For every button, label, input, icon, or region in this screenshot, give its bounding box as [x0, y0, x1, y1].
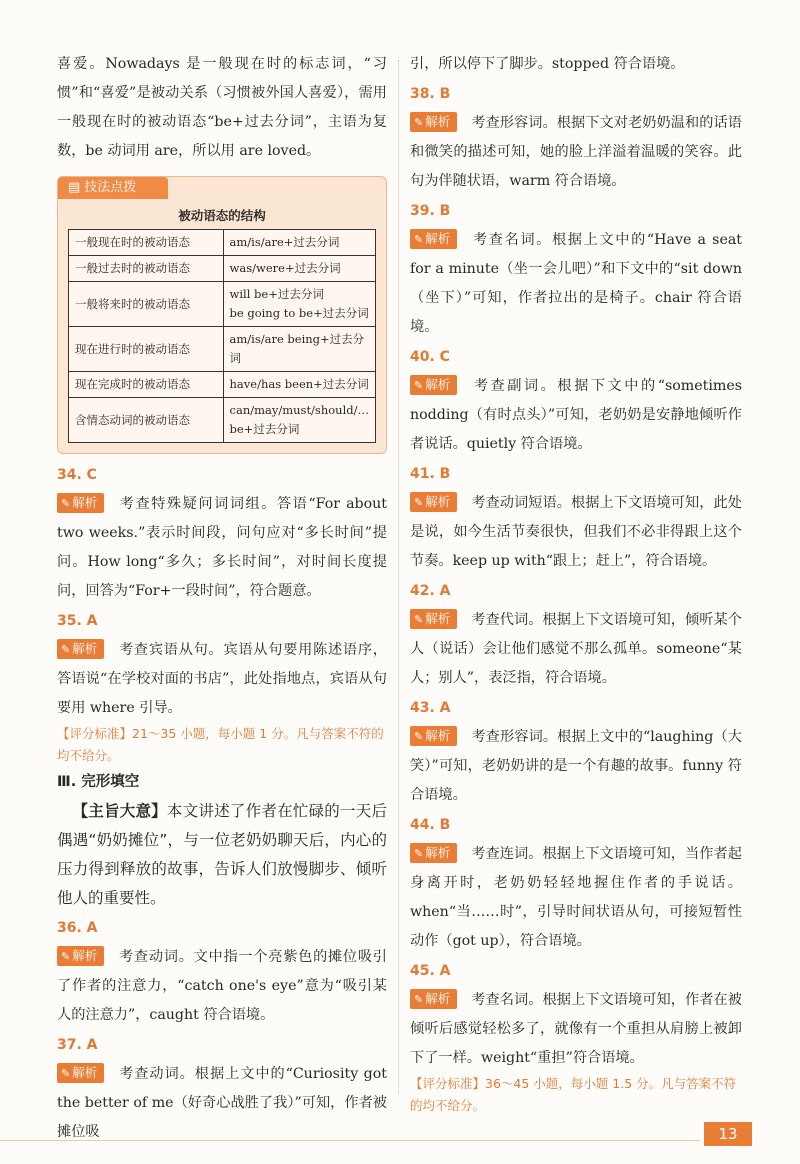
- analysis-text: 考查动词。根据上文中的“Curiosity got the better of me（好奇心战胜了我）”可知，作者被摊位吸: [57, 1066, 387, 1140]
- badge-label: 解析: [72, 641, 98, 656]
- answer-37: 37. A: [57, 1037, 98, 1053]
- badge-label: 解析: [425, 494, 451, 509]
- tip-label: 技法点拨: [84, 180, 137, 195]
- analysis-badge: [57, 1063, 104, 1083]
- analysis-badge: [410, 609, 457, 629]
- analysis-badge: [57, 946, 104, 966]
- analysis-text: 考查动词短语。根据上下文语境可知，此处是说，如今生活节奏很快，但我们不必非得跟上这个节奏。keep up with“跟上；赶上”，符合语境。: [410, 495, 742, 569]
- table-row: [69, 327, 376, 372]
- analysis-badge: [57, 639, 104, 659]
- answer-42: 42. A: [410, 583, 451, 599]
- pen-icon: ✎: [61, 1067, 71, 1080]
- badge-label: 解析: [425, 991, 451, 1006]
- continued-text: 引，所以停下了脚步。stopped 符合语境。: [410, 56, 685, 72]
- analysis-text: 考查形容词。根据下文对老奶奶温和的话语和微笑的描述可知，她的脸上洋溢着温暖的笑容。此句为伴随状语，warm 符合语境。: [410, 115, 742, 189]
- answer-41: 41. B: [410, 466, 451, 482]
- table-row: [69, 398, 376, 443]
- table-cell: 现在完成时的被动语态: [69, 372, 224, 398]
- analysis-badge: [410, 375, 457, 395]
- table-cell: am/is/are being+过去分词: [223, 327, 375, 372]
- main-idea: [57, 797, 387, 913]
- answer-39: 39. B: [410, 203, 451, 219]
- badge-label: 解析: [425, 845, 451, 860]
- table-row: [69, 256, 376, 282]
- pen-icon: ✎: [414, 993, 424, 1006]
- answer-43: 43. A: [410, 700, 451, 716]
- pen-icon: ✎: [61, 643, 71, 656]
- pen-icon: ✎: [414, 233, 424, 246]
- analysis-41: [410, 489, 742, 576]
- analysis-39: [410, 226, 742, 342]
- answer-40: 40. C: [410, 349, 450, 365]
- answer-45: 45. A: [410, 963, 451, 979]
- analysis-38: [410, 109, 742, 196]
- pen-icon: ✎: [414, 730, 424, 743]
- table-row: [69, 282, 376, 327]
- page-number: 13: [704, 1122, 752, 1146]
- pen-icon: ✎: [414, 379, 424, 392]
- right-column: [410, 50, 742, 1117]
- analysis-text: 考查宾语从句。宾语从句要用陈述语序，答语说“在学校对面的书店”，此处指地点，宾语从句要用 where 引导。: [57, 642, 387, 716]
- pen-icon: ✎: [414, 847, 424, 860]
- table-title: 被动语态的结构: [178, 208, 266, 223]
- analysis-text: 考查副词。根据下文中的“sometimes nodding（有时点头）”可知，老奶奶是安静地倾听作者说话。quietly 符合语境。: [410, 378, 742, 452]
- analysis-text: 考查动词。文中指一个亮紫色的摊位吸引了作者的注意力，“catch one's eye”意为“吸引某人的注意力”，caught 符合语境。: [57, 949, 387, 1023]
- document-icon: ▤: [68, 180, 81, 195]
- table-row: [69, 372, 376, 398]
- analysis-badge: [57, 493, 104, 513]
- analysis-text: 考查代词。根据上下文语境可知，倾听某个人（说话）会让他们感觉不那么孤单。someone“某人；别人”，表泛指，符合语境。: [410, 612, 742, 686]
- table-cell: have/has been+过去分词: [223, 372, 375, 398]
- analysis-badge: [410, 726, 457, 746]
- answer-36: 36. A: [57, 920, 98, 936]
- badge-label: 解析: [425, 611, 451, 626]
- pen-icon: ✎: [61, 950, 71, 963]
- analysis-badge: [410, 989, 457, 1009]
- badge-label: 解析: [425, 114, 451, 129]
- analysis-34: [57, 490, 387, 606]
- analysis-40: [410, 372, 742, 459]
- analysis-45: [410, 986, 742, 1073]
- intro-paragraph: 喜爱。Nowadays 是一般现在时的标志词，“习惯”和“喜爱”是被动关系（习惯被外国人喜爱），需用一般现在时的被动语态“be+过去分词”，主语为复数，be 动词用 are，所以用 are loved。: [57, 56, 387, 159]
- analysis-text: 考查连词。根据上下文语境可知，当作者起身离开时，老奶奶轻轻地握住作者的手说话。when“当……时”，引导时间状语从句，可接短暂性动作（got up），符合语境。: [410, 846, 742, 949]
- scoring-text: 21～35 小题，每小题 1 分。凡与答案不符的均不给分。: [57, 726, 384, 763]
- answer-38: 38. B: [410, 86, 451, 102]
- main-idea-label: 【主旨大意】: [72, 802, 167, 820]
- table-cell: can/may/must/should/… be+过去分词: [223, 398, 375, 443]
- scoring-standard-1: [57, 723, 387, 767]
- answer-44: 44. B: [410, 817, 451, 833]
- badge-label: 解析: [425, 728, 451, 743]
- analysis-35: [57, 636, 387, 723]
- analysis-badge: [410, 492, 457, 512]
- passive-voice-table: [68, 229, 376, 443]
- table-cell: 含情态动词的被动语态: [69, 398, 224, 443]
- footer-line: [0, 1140, 700, 1141]
- scoring-label: 【评分标准】: [57, 726, 133, 741]
- analysis-36: [57, 943, 387, 1030]
- analysis-badge: [410, 112, 457, 132]
- badge-label: 解析: [72, 495, 98, 510]
- answer-35: 35. A: [57, 613, 98, 629]
- badge-label: 解析: [425, 231, 451, 246]
- scoring-text: 36～45 小题，每小题 1.5 分。凡与答案不符的均不给分。: [410, 1076, 737, 1113]
- main-idea-text: 本文讲述了作者在忙碌的一天后偶遇“奶奶摊位”，与一位老奶奶聊天后，内心的压力得到释放的故事，告诉人们放慢脚步、倾听他人的重要性。: [57, 802, 387, 907]
- left-column: [57, 50, 387, 1147]
- tip-box: [57, 176, 387, 454]
- analysis-badge: [410, 229, 457, 249]
- tip-header: [58, 177, 168, 199]
- analysis-badge: [410, 843, 457, 863]
- pen-icon: ✎: [414, 613, 424, 626]
- badge-label: 解析: [72, 948, 98, 963]
- analysis-37: [57, 1060, 387, 1147]
- answer-34: 34. C: [57, 467, 97, 483]
- pen-icon: ✎: [414, 116, 424, 129]
- table-cell: am/is/are+过去分词: [223, 230, 375, 256]
- analysis-43: [410, 723, 742, 810]
- table-cell: 一般过去时的被动语态: [69, 256, 224, 282]
- scoring-standard-2: [410, 1073, 742, 1117]
- analysis-text: 考查名词。根据上文中的“Have a seat for a minute（坐一会儿吧）”和下文中的“sit down（坐下）”可知，作者拉出的是椅子。chair 符合语境。: [410, 232, 742, 335]
- table-cell: was/were+过去分词: [223, 256, 375, 282]
- scoring-label: 【评分标准】: [410, 1076, 486, 1091]
- table-row: [69, 230, 376, 256]
- badge-label: 解析: [425, 377, 451, 392]
- table-cell: 一般将来时的被动语态: [69, 282, 224, 327]
- analysis-text: 考查特殊疑问词词组。答语“For about two weeks.”表示时间段，问句应对“多长时间”提问。How long“多久；多长时间”，对时间长度提问，回答为“For+一段时间”，符合题意。: [57, 496, 387, 599]
- table-cell: 一般现在时的被动语态: [69, 230, 224, 256]
- pen-icon: ✎: [61, 497, 71, 510]
- badge-label: 解析: [72, 1065, 98, 1080]
- analysis-42: [410, 606, 742, 693]
- analysis-text: 考查名词。根据上下文语境可知，作者在被倾听后感觉轻松多了，就像有一个重担从肩膀上被卸下了一样。weight“重担”符合语境。: [410, 992, 742, 1066]
- table-cell: will be+过去分词 be going to be+过去分词: [223, 282, 375, 327]
- analysis-text: 考查形容词。根据上文中的“laughing（大笑）”可知，老奶奶讲的是一个有趣的故事。funny 符合语境。: [410, 729, 742, 803]
- column-divider: [398, 60, 399, 1094]
- section-title: Ⅲ. 完形填空: [57, 774, 140, 790]
- table-cell: 现在进行时的被动语态: [69, 327, 224, 372]
- pen-icon: ✎: [414, 496, 424, 509]
- analysis-44: [410, 840, 742, 956]
